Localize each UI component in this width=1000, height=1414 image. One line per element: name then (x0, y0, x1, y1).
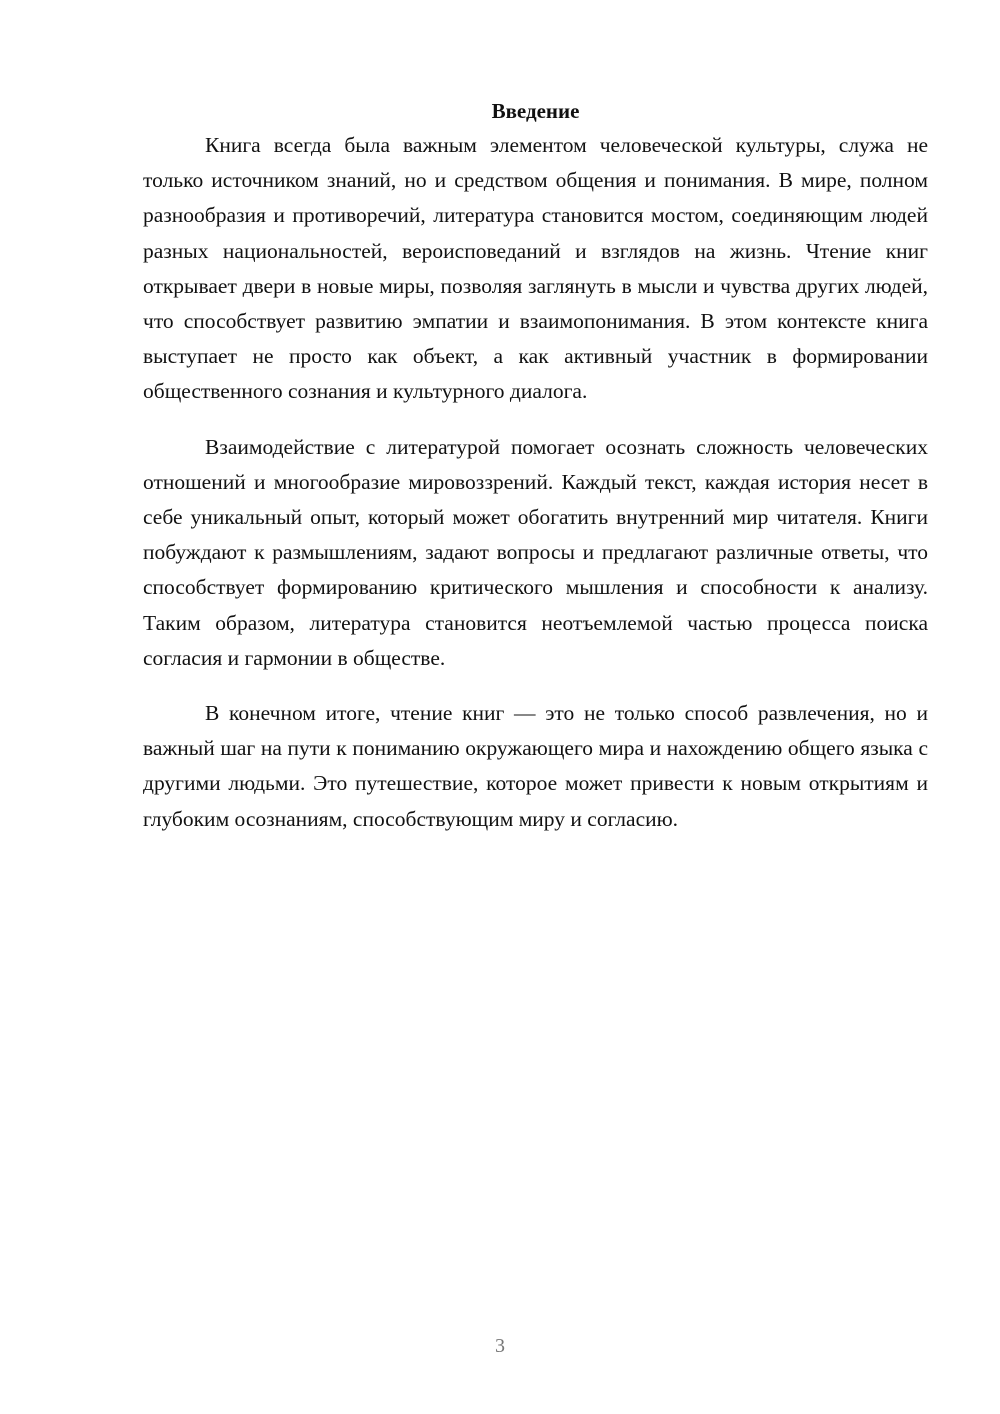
paragraph-3: В конечном итоге, чтение книг — это не только способ развлечения, но и важный шаг на пути к пониманию окружающего мира и нахождению общего языка с другими людьми. Это путешествие, которое может привести к новым открытиям и глубоким осознаниям, способствующим миру и согласию. (143, 701, 928, 831)
paragraph-2: Взаимодействие с литературой помогает осознать сложность человеческих отношений и многообразие мировоззрений. Каждый текст, каждая история несет в себе уникальный опыт, который может обогатить внутренний мир читателя. Книги побуждают к размышлениям, задают вопросы и предлагают различные ответы, что способствует формированию критического мышления и способности к анализу. Таким образом, литература становится неотъемлемой частью процесса поиска согласия и гармонии в обществе. (143, 434, 928, 670)
page-content (143, 94, 928, 837)
page-number: 3 (495, 1335, 505, 1357)
section-title: Введение (491, 99, 580, 123)
paragraph-1: Книга всегда была важным элементом человеческой культуры, служа не только источником знаний, но и средством общения и понимания. В мире, полном разнообразия и противоречий, литература становится мостом, соединяющим людей разных национальностей, вероисповеданий и взглядов на жизнь. Чтение книг открывает двери в новые миры, позволяя заглянуть в мысли и чувства других людей, что способствует развитию эмпатии и взаимопонимания. В этом контексте книга выступает не просто как объект, а как активный участник в формировании общественного сознания и культурного диалога. (143, 133, 928, 404)
